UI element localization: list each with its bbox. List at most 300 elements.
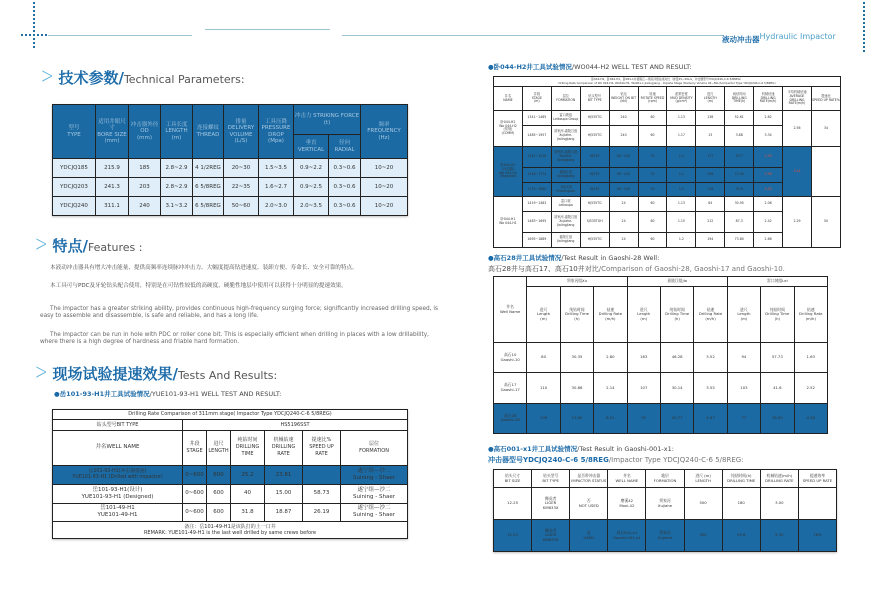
yue-subtitle <box>54 389 281 398</box>
cell: 58.73 <box>303 484 341 503</box>
cell: 30.14 <box>660 373 693 403</box>
cell: 狮虎者 LIGER KM633X <box>532 520 570 552</box>
cell: HJ535TG <box>580 233 609 248</box>
group-header-0: 须家河组Xu <box>527 277 627 287</box>
col-1: 钻头型号 BIT TYPE <box>532 470 570 488</box>
cell: 70 <box>638 146 667 167</box>
cell: 41.6 <box>761 373 794 403</box>
col-stage: 井段 STAGE <box>183 430 207 465</box>
yue-subtitle-en: /YUE101-93-H1 WELL TEST AND RESULT: <box>149 390 282 398</box>
cell: HJ535 <box>580 168 609 183</box>
gaoshi28-line2 <box>488 264 785 274</box>
cell: 500 <box>684 488 722 520</box>
cell: 24 <box>609 212 638 233</box>
cell: 狮虎者 LIGER KM633X <box>532 488 570 520</box>
sub-header-1: 纯钻时间 Drilling Time (h) <box>560 287 593 343</box>
cell: HJ535TG <box>580 111 609 126</box>
cell: YDCJQ185 <box>53 159 96 178</box>
col-7: 机械钻速(m/h) DRILLING RATE <box>760 470 798 488</box>
col-formation: 层位 FORMATION <box>341 430 408 465</box>
gaoshi28-test-table <box>493 276 828 434</box>
cell: 1341~1485 <box>522 111 551 126</box>
col-frequency: 频率 FREQUENCY (Hz) <box>361 105 408 159</box>
cell: 否 NOT USED <box>570 488 608 520</box>
cell: 185 <box>129 159 161 178</box>
cell: HJ535 <box>580 182 609 197</box>
table-row-highlight <box>494 403 828 433</box>
cell: YDCJQ240 <box>53 197 96 216</box>
wo-col-7: 进尺 LENGTH (m) <box>696 87 725 111</box>
cell: 80 <box>527 343 560 373</box>
cell: 3.00 <box>760 488 798 520</box>
cell: 72.00 <box>725 168 754 183</box>
cell: 1485~1957 <box>522 125 551 146</box>
cell: 3.52 <box>694 343 727 373</box>
gaoshi28-subtitle <box>488 253 659 262</box>
wo-col-9: 机械钻速 DRILLING RATE(m/h) <box>754 87 783 111</box>
col-vertical: 垂直 VERTICAL <box>294 135 329 159</box>
cell: HJ535 <box>580 146 609 167</box>
wo-caption-en: Drilling Rate Comparison of Wo 044-H2, Wo044-H1, Wo061-1 Jialingjiang - Xujiahe Stage (Delivery Volume 45~50L/S,Impactor Type YDCJQ240-C-6 5/8REG) <box>558 80 776 85</box>
average-rate: 2.29 <box>783 197 812 248</box>
cell: 53.7 <box>725 146 754 167</box>
sub-header-0: 进尺 Length (m) <box>627 287 660 343</box>
wo-caption <box>494 77 841 87</box>
cell: 93.6 <box>722 520 760 552</box>
cell: 3.56 <box>754 168 783 183</box>
cell: 60 <box>638 197 667 212</box>
cell: 18.00 <box>761 403 794 433</box>
cell: 须家河 Xujiahe <box>646 488 684 520</box>
cell: 77 <box>727 403 760 433</box>
cell: 107 <box>627 373 660 403</box>
cell: 40 <box>231 484 265 503</box>
wo-col-2: 层位 FORMATION <box>551 87 580 111</box>
cell: 500 <box>684 520 722 552</box>
cell: 194 <box>696 233 725 248</box>
cell: 215.9 <box>96 159 129 178</box>
cell: 1341~1518 <box>522 146 551 167</box>
sub-header-0: 进尺 Length (m) <box>527 287 560 343</box>
table-row-highlight <box>494 146 841 167</box>
gaoshi001-line2 <box>488 455 744 465</box>
col-radial: 径向 RADIAL <box>329 135 361 159</box>
col-type: 型号 TYPE <box>53 105 96 159</box>
table-row-highlight <box>53 466 408 485</box>
cell: 1.5~3.5 <box>259 159 294 178</box>
cell: 遂宁组—沙二 Suining - Shaer <box>341 484 408 503</box>
well-name: 高石10 Gaoshi-10 <box>494 343 527 373</box>
cell: 2.0~3.5 <box>294 197 329 216</box>
well-name: 卧044-H2 (冲击器) Wo 044-H2 (Impactor) <box>494 146 523 197</box>
cell: 15.00 <box>265 484 303 503</box>
cell: 80~100 <box>609 146 638 167</box>
cell: 4.28 <box>794 403 827 433</box>
cell: 高石001-x1 Gaoshi-001-x1 <box>608 520 646 552</box>
sub-header-1: 纯钻时间 Drilling Time (h) <box>660 287 693 343</box>
features-en-para-2: The impactor can be run in hole with PDC or roller cone bit. This is especially efficient when drilling in places with a low drillability, where there is a high degree of hardness and friable hard formation. <box>40 332 430 345</box>
cell: 12.25 <box>494 520 532 552</box>
wo-col-0: 井名 NAME <box>494 87 523 111</box>
col-delivery: 排量 DELIVERY VOLUME (L/S) <box>224 105 259 159</box>
cell: 1419~1483 <box>522 197 551 212</box>
table-row <box>53 159 408 178</box>
cell: 2.42 <box>754 212 783 233</box>
cell: 203 <box>129 178 161 197</box>
sub-header-2: 钻速 Drilling Rate (m/h) <box>594 287 627 343</box>
cell: 30.35 <box>560 343 593 373</box>
cell: 嘉陵江组 Jialingjiang <box>551 233 580 248</box>
cell: 岳101-93-H1(冲击器提速) YUE101-93-H1 (Drilled with impactor) <box>53 466 183 485</box>
well-name: 高石28 Gaoshi-28 <box>494 403 527 433</box>
table-row <box>494 343 828 373</box>
cell: 103 <box>727 373 760 403</box>
table-row <box>53 484 408 503</box>
cell: 0.3~0.6 <box>329 178 361 197</box>
cell: 1695~1889 <box>522 233 551 248</box>
tech-title-cn: 技术参数 <box>58 69 119 87</box>
features-cn-para-2: 本工具可与PDC及牙轮钻头配合使用，特别是在可钻性较低的高硬度、硬脆性地层中使用可以获得十分明显的提速效果。 <box>50 283 347 289</box>
cell: 嘉陵江组 Jialingjiang <box>551 168 580 183</box>
wo-col-10: 平均机械钻速 AVERAGE DRILLING RATE(m/h) <box>783 87 812 111</box>
wo-col-1: 井段 STAGE (m) <box>522 87 551 111</box>
header-rule-left <box>48 35 192 36</box>
cell: 60 <box>638 212 667 233</box>
cell: 1483~1695 <box>522 212 551 233</box>
cell: 116 <box>696 182 725 197</box>
col-pressure: 工具压降 PRESSURE DROP (Mpa) <box>259 105 294 159</box>
col-2: 是否带冲击器 IMPACTOR STATUS <box>570 470 608 488</box>
cell: 0.3~0.6 <box>329 197 361 216</box>
cell: 97 <box>627 403 660 433</box>
cell: 64 <box>696 197 725 212</box>
sub-header-2: 钻速 Drilling Rate (m/h) <box>694 287 727 343</box>
group-header-1: 嘉陵江组Jia <box>627 277 727 287</box>
cell: 1.13 <box>667 111 696 126</box>
wo-caption-cn: 卧044-H2、卧044-H1、卧061-1井嘉陵江—须家河组钻速对比（排量45~50L/s，冲击器型号YDCJQ240-C-6 5/8REG） <box>591 76 743 81</box>
cell: 13.60 <box>560 403 593 433</box>
cell: 0~600 <box>183 503 207 522</box>
cell: 13 <box>696 125 725 146</box>
cell: 须家河 Xujiahe <box>646 520 684 552</box>
cell: 3.30 <box>754 146 783 167</box>
col-force: 冲击力 STRIKING FORCE (t) <box>294 105 361 135</box>
features-title-en: Features : <box>87 241 143 254</box>
cell: 212 <box>696 212 725 233</box>
col-well-name: 井名WELL NAME <box>53 430 183 465</box>
cell: 3.1~3.2 <box>161 197 193 216</box>
cell: 1.63 <box>794 343 827 373</box>
col-length: 进尺 LENGTH <box>207 430 231 465</box>
brand-en: Hydraulic Impactor <box>759 32 836 41</box>
cell: 87.3 <box>725 212 754 233</box>
cell: 1.15 <box>667 212 696 233</box>
col-thread: 连接螺纹 THREAD <box>193 105 224 159</box>
cell: 30.95 <box>725 197 754 212</box>
col-speed-up: 提速比% SPEED UP RATE <box>303 430 341 465</box>
cell: 是 USED <box>570 520 608 552</box>
cell: 1.2 <box>667 168 696 183</box>
cell: 50~60 <box>224 197 259 216</box>
cell: 24 <box>609 233 638 248</box>
cell: 80~100 <box>609 168 638 183</box>
col-3: 井名 WELL NAME <box>608 470 646 488</box>
cell: 60 <box>638 125 667 146</box>
cell: 12.25 <box>494 488 532 520</box>
wo-col-8: 纯钻时间 DRILLING TIME(h) <box>725 87 754 111</box>
average-rate: 3.44 <box>783 146 812 197</box>
cell: 20~30 <box>224 159 259 178</box>
table-row <box>53 197 408 216</box>
table-row <box>494 197 841 212</box>
cell: 1.2 <box>667 233 696 248</box>
average-rate: 2.56 <box>783 111 812 147</box>
speed-up-rate <box>811 146 840 197</box>
cell: HJ535TG <box>580 125 609 146</box>
cell: 0.9~2.2 <box>294 159 329 178</box>
cell: 2.52 <box>794 373 827 403</box>
cell: 雷口坡组 Leikoupo Group <box>551 111 580 126</box>
cell: 1.17 <box>667 125 696 146</box>
wo-col-5: 转速 ROTATE SPEED (rpm) <box>638 87 667 111</box>
cell: 33.6 <box>725 182 754 197</box>
cell: 10~20 <box>361 178 408 197</box>
features-title-cn: 特点 <box>52 237 83 255</box>
col-od: 冲击器外径 OD (mm) <box>129 105 161 159</box>
cell: 240 <box>129 197 161 216</box>
cell: 10~20 <box>361 197 408 216</box>
remark-en: REMARK: YUE101-49-H1 is the last well drilled by same crews before <box>143 530 317 537</box>
cell: 24 <box>609 197 638 212</box>
cell: 2.06 <box>754 197 783 212</box>
wo-col-6: 泥浆密度 MUD DENSITY (g/cm³) <box>667 87 696 111</box>
table-row <box>53 503 408 522</box>
gaoshi001-line2-cn: 冲击器型号YDCJQ240-C-6 5/8REG <box>488 456 609 464</box>
crosshair-decoration-right <box>863 2 865 52</box>
col-6: 纯钻时间(h) DRILLING TIME <box>722 470 760 488</box>
cell: 600 <box>207 466 231 485</box>
gaoshi001-test-table <box>493 469 837 552</box>
wo-subtitle-en: /WO044-H2 WELL TEST AND RESULT: <box>571 63 692 71</box>
cell: 177 <box>696 146 725 167</box>
wo-col-4: 钻压 WEIGHT ON BIT (kN) <box>609 87 638 111</box>
cell: 30.86 <box>560 373 593 403</box>
wo-col-3: 钻头型号 BIT TYPE <box>580 87 609 111</box>
cell: 4.67 <box>694 403 727 433</box>
col-8: 提速效率 SPEED UP RATE <box>798 470 836 488</box>
table-row <box>494 488 837 520</box>
cell: 18.87 <box>265 503 303 522</box>
cell: 岳101-49-H1 YUE101-49-H1 <box>53 503 183 522</box>
cell: 2.80 <box>594 343 627 373</box>
cell: 须家河-嘉陵江组 Xujiahe-Jialingjiang <box>551 212 580 233</box>
cell: 600 <box>207 484 231 503</box>
wo-col-11: 提速比 SPEED UP RATE% <box>811 87 840 111</box>
cell: 3.55 <box>694 373 727 403</box>
wo-subtitle-cn: ●卧044-H2井工具试验情况 <box>488 63 572 71</box>
cell: 1518~1774 <box>522 168 551 183</box>
cell: 岳101-93-H1(设计) YUE101-93-H1 (Designed) <box>53 484 183 503</box>
cell: 3.34 <box>754 125 783 146</box>
speed-up-rate: 34 <box>811 111 840 147</box>
cell: 80~100 <box>609 182 638 197</box>
features-en-para-1: The impactor has a greater striking ability, provides continuous high-frequency surging force; significantly increased drilling speed, is easy to assemble and disassemble, is safe and reliable, and has a long life. <box>40 306 439 319</box>
cell: 遂宁组—沙二 Suining - Shaer <box>341 503 408 522</box>
cell: 0.3~0.6 <box>329 159 361 178</box>
bit-type-value: HS5196SST <box>183 420 408 430</box>
cell: 1.2 <box>667 146 696 167</box>
remark <box>53 522 408 539</box>
table-row <box>494 111 841 126</box>
cell: 46.28 <box>660 343 693 373</box>
cell: 180 <box>722 488 760 520</box>
chevron-right-icon: > <box>34 360 48 385</box>
cell: 60 <box>638 233 667 248</box>
gaoshi28-line2-en: /Comparison of Gaoshi-28, Gaoshi-17 and Gaoshi-10. <box>598 265 785 273</box>
col-drilling-time: 纯钻时间 DRILLING TIME <box>231 430 265 465</box>
tech-section-title: > 技术参数 / Technical Parameters: <box>40 64 245 89</box>
cell: 52.61 <box>725 111 754 126</box>
cell: 31.8 <box>231 503 265 522</box>
gaoshi28-subtitle-en: /Test Result in Gaoshi-28 Well: <box>561 254 660 262</box>
cell: 6 5/8REG <box>193 178 224 197</box>
cell: 2.66 <box>754 233 783 248</box>
cell: 3.88 <box>725 125 754 146</box>
cell: 94 <box>727 343 760 373</box>
gaoshi28-line2-cn: 高石28井与高石17、高石10井对比 <box>488 265 599 273</box>
cell: 78% <box>798 520 836 552</box>
cell: 2.8~2.9 <box>161 159 193 178</box>
cell: 0~600 <box>183 484 207 503</box>
cell: 0.9~2.5 <box>294 178 329 197</box>
cell <box>303 466 341 485</box>
cell: 1774~1890 <box>522 182 551 197</box>
col-bore: 适用井眼尺寸 BORE SIZE (mm) <box>96 105 129 159</box>
tech-title-en: Technical Parameters: <box>123 73 245 86</box>
cell: 2.14 <box>594 373 627 403</box>
crosshair-decoration-left <box>33 2 35 48</box>
cell: 2.0~3.0 <box>259 197 294 216</box>
col-4: 地层 FORMATION <box>646 470 684 488</box>
table-row <box>53 178 408 197</box>
cell: 雷口坡 Leikoupo <box>551 197 580 212</box>
features-section-title: > 特点 / Features : <box>34 232 143 257</box>
bit-type-label: 钻头型号BIT TYPE <box>53 420 183 430</box>
features-cn-para-1: 本液动冲击器具有增大冲击能量、提供高频率连续脉冲冲击力、大幅度提高钻进速度、装卸方便、寿命长、安全可靠的特点。 <box>50 265 358 271</box>
tests-title-en: Tests And Results: <box>177 369 278 382</box>
crosshair-h-decoration-left <box>21 34 47 36</box>
header-rule-left-end <box>342 35 442 36</box>
sub-header-2: 钻速 Drilling Rate (m/h) <box>794 287 827 343</box>
cell: 163 <box>627 343 660 373</box>
cell: 1.13 <box>667 197 696 212</box>
header-rule-right <box>442 35 724 36</box>
well-name: 卧044-H1 Wo 044-H1 <box>494 197 523 248</box>
cell: 2.8~2.9 <box>161 178 193 197</box>
gaoshi001-line2-en: /Impactor Type YDCJQ240-C-6 5/8REG: <box>608 456 744 464</box>
cell: 240 <box>609 111 638 126</box>
cell: 2.62 <box>754 111 783 126</box>
cell: 1.6~2.7 <box>259 178 294 197</box>
col-well-name: 井名 Well Name <box>494 277 527 343</box>
cell: 6 5/8REG <box>193 197 224 216</box>
wo-test-table <box>493 76 841 248</box>
cell: 25.2 <box>231 466 265 485</box>
cell: 20.77 <box>660 403 693 433</box>
cell: 600 <box>207 503 231 522</box>
cell: 遂宁组—沙二 Suining - Shaer <box>341 466 408 485</box>
cell: 70 <box>638 182 667 197</box>
col-length: 工具长度 LENGTH (m) <box>161 105 193 159</box>
cell: 110 <box>527 373 560 403</box>
remark-cn: 备注：岳101-49-H1是该队打的上一口井 <box>184 523 276 530</box>
cell: 磨溪42 Moxi-42 <box>608 488 646 520</box>
gaoshi28-subtitle-cn: ●高石28井工具试验情况 <box>488 254 562 262</box>
sub-header-0: 进尺 Length (m) <box>727 287 760 343</box>
header-rule-left-raised <box>205 29 330 30</box>
cell: 311.1 <box>96 197 129 216</box>
cell: 60 <box>638 111 667 126</box>
cell: 138 <box>696 111 725 126</box>
col-drilling-rate: 机械钻速 DRILLING RATE <box>265 430 303 465</box>
cell: 10~20 <box>361 159 408 178</box>
cell: 23.81 <box>265 466 303 485</box>
header-brand <box>722 27 836 46</box>
group-header-2: 雷口坡组Lei <box>727 277 827 287</box>
sub-header-1: 纯钻时间 Drilling Time (h) <box>761 287 794 343</box>
cell: 0~600 <box>183 466 207 485</box>
col-0: 钻头尺寸 BIT SIZE <box>494 470 532 488</box>
cell: 241.3 <box>96 178 129 197</box>
speed-up-rate: 50 <box>811 197 840 248</box>
col-5: 进尺 (m) LENGTH <box>684 470 722 488</box>
yue-caption: Drilling Rate Comparison of 311mm stage( Impactor Type YDCJQ240-C-6 5/8REG) <box>53 410 408 420</box>
brand-cn: 液动冲击器 <box>722 35 760 44</box>
well-name: 卧044-H2 Wo 044-H2 (常规) (COMM) <box>494 111 523 147</box>
gaoshi001-subtitle-en: /Test Result in Gaoshi-001-x1: <box>577 445 674 453</box>
cell: 26.19 <box>303 503 341 522</box>
cell: 57.73 <box>761 343 794 373</box>
cell: 73.80 <box>725 233 754 248</box>
cell: 须家河-嘉陵江组 Xujiahe-Jialingjiang <box>551 146 580 167</box>
cell <box>798 488 836 520</box>
table-row-highlight <box>494 520 837 552</box>
cell: 22~35 <box>224 178 259 197</box>
cell: 240 <box>609 125 638 146</box>
cell: 3.45 <box>754 182 783 197</box>
gaoshi001-subtitle <box>488 444 674 453</box>
cell: SJ535TGH <box>580 212 609 233</box>
cell: 4 1/2REG <box>193 159 224 178</box>
cell: 256 <box>696 168 725 183</box>
gaoshi001-subtitle-cn: ●高石001-x1井工具试验情况 <box>488 445 578 453</box>
cell: 5.35 <box>760 520 798 552</box>
cell: 1.2 <box>667 182 696 197</box>
yue-subtitle-cn: ●岳101-93-H1井工具试验情况 <box>54 390 150 398</box>
cell: 109 <box>527 403 560 433</box>
tech-params-table <box>52 104 408 216</box>
chevron-right-icon: > <box>40 64 54 89</box>
wo-subtitle <box>488 62 692 71</box>
cell: 8.01 <box>594 403 627 433</box>
cell: 须家河-嘉陵江组 Xujiahe-Jialingjiang <box>551 125 580 146</box>
cell: 飞仙关组 Feixianguan <box>551 182 580 197</box>
cell: YDCJQ203 <box>53 178 96 197</box>
table-row <box>494 373 828 403</box>
cell: 70 <box>638 168 667 183</box>
well-name: 高石17 Gaoshi-17 <box>494 373 527 403</box>
cell: HJ535TG <box>580 197 609 212</box>
